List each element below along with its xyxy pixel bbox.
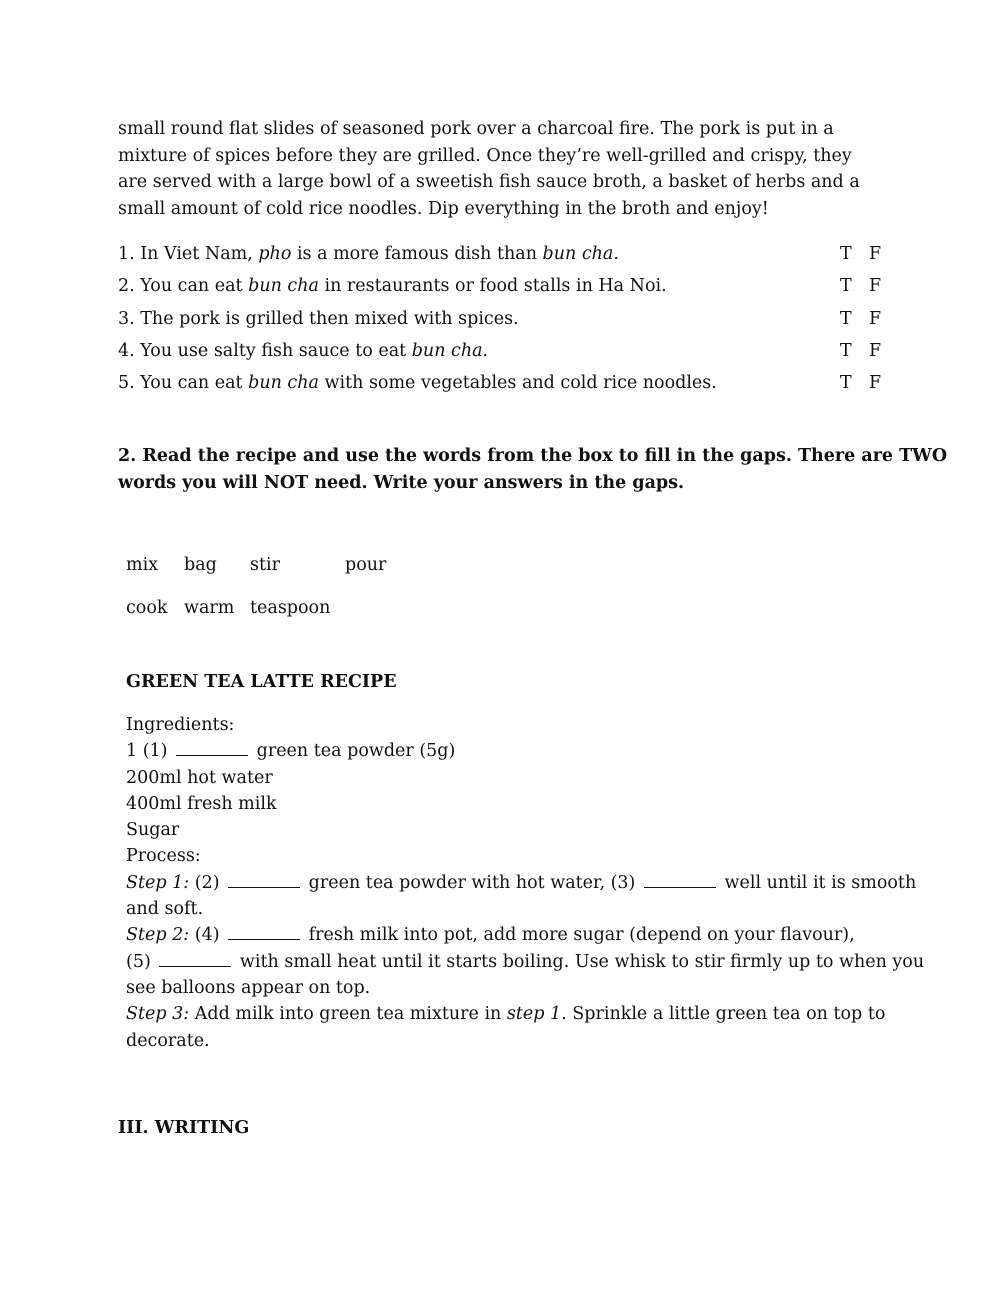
word-option[interactable]: warm — [184, 598, 235, 618]
ingredients-label: Ingredients: — [126, 715, 235, 735]
step-1-line: and soft. — [126, 899, 204, 920]
instruction-line: 2. Read the recipe and use the words from the box to fill in the gaps. There are TWO — [118, 446, 948, 466]
true-option[interactable]: T — [840, 276, 852, 296]
true-option[interactable]: T — [840, 309, 852, 329]
true-option[interactable]: T — [840, 341, 852, 361]
true-option[interactable]: T — [840, 244, 852, 264]
word-option[interactable]: cook — [126, 598, 168, 618]
ingredient-line: 1 (1) green tea powder (5g) — [126, 741, 456, 762]
gap-5-input[interactable] — [159, 952, 231, 967]
tf-statement: 1. In Viet Nam, pho is a more famous dish than bun cha. — [118, 244, 619, 264]
recipe-title: GREEN TEA LATTE RECIPE — [126, 672, 397, 692]
recipe-body — [126, 712, 925, 1054]
paragraph-line: mixture of spices before they are grilled. Once they’re well-grilled and crispy, they — [118, 145, 852, 166]
gap-3-input[interactable] — [644, 873, 716, 888]
word-option[interactable]: mix — [126, 555, 159, 575]
false-option[interactable]: F — [869, 244, 882, 264]
true-option[interactable]: T — [840, 373, 852, 393]
word-option[interactable]: stir — [250, 555, 280, 575]
step-1-line: Step 1: (2) green tea powder with hot water, (3) well until it is smooth — [126, 872, 917, 893]
section-heading: III. WRITING — [118, 1118, 250, 1138]
process-label: Process: — [126, 846, 201, 867]
task2-instructions — [118, 443, 948, 496]
ingredient-line: Sugar — [126, 820, 180, 841]
false-option[interactable]: F — [869, 276, 882, 296]
tf-statement: 3. The pork is grilled then mixed with spices. — [118, 309, 519, 329]
gap-1-input[interactable] — [176, 741, 248, 756]
false-option[interactable]: F — [869, 309, 882, 329]
step-2-line: Step 2: (4) fresh milk into pot, add more sugar (depend on your flavour), — [126, 925, 855, 946]
false-option[interactable]: F — [869, 341, 882, 361]
step-2-line: (5) with small heat until it starts boiling. Use whisk to stir firmly up to when you — [126, 951, 925, 972]
paragraph-line: small amount of cold rice noodles. Dip everything in the broth and enjoy! — [118, 198, 769, 219]
step-2-line: see balloons appear on top. — [126, 977, 371, 998]
tf-statement: 2. You can eat bun cha in restaurants or food stalls in Ha Noi. — [118, 276, 667, 296]
step-3-line: decorate. — [126, 1030, 210, 1051]
tf-statement: 5. You can eat bun cha with some vegetables and cold rice noodles. — [118, 373, 717, 393]
paragraph-line: small round flat slides of seasoned pork over a charcoal fire. The pork is put in a — [118, 119, 834, 139]
gap-4-input[interactable] — [228, 925, 300, 940]
step-3-line: Step 3: Add milk into green tea mixture in step 1. Sprinkle a little green tea on top to — [126, 1004, 886, 1025]
gap-2-input[interactable] — [228, 873, 300, 888]
word-option[interactable]: pour — [345, 555, 387, 575]
word-option[interactable]: bag — [184, 555, 217, 575]
tf-statement: 4. You use salty fish sauce to eat bun cha. — [118, 341, 489, 361]
ingredient-line: 200ml hot water — [126, 767, 273, 788]
word-option[interactable]: teaspoon — [250, 598, 331, 618]
reading-paragraph — [118, 116, 860, 222]
false-option[interactable]: F — [869, 373, 882, 393]
ingredient-line: 400ml fresh milk — [126, 793, 277, 814]
instruction-line: words you will NOT need. Write your answers in the gaps. — [118, 472, 685, 493]
paragraph-line: are served with a large bowl of a sweetish fish sauce broth, a basket of herbs and a — [118, 172, 860, 192]
